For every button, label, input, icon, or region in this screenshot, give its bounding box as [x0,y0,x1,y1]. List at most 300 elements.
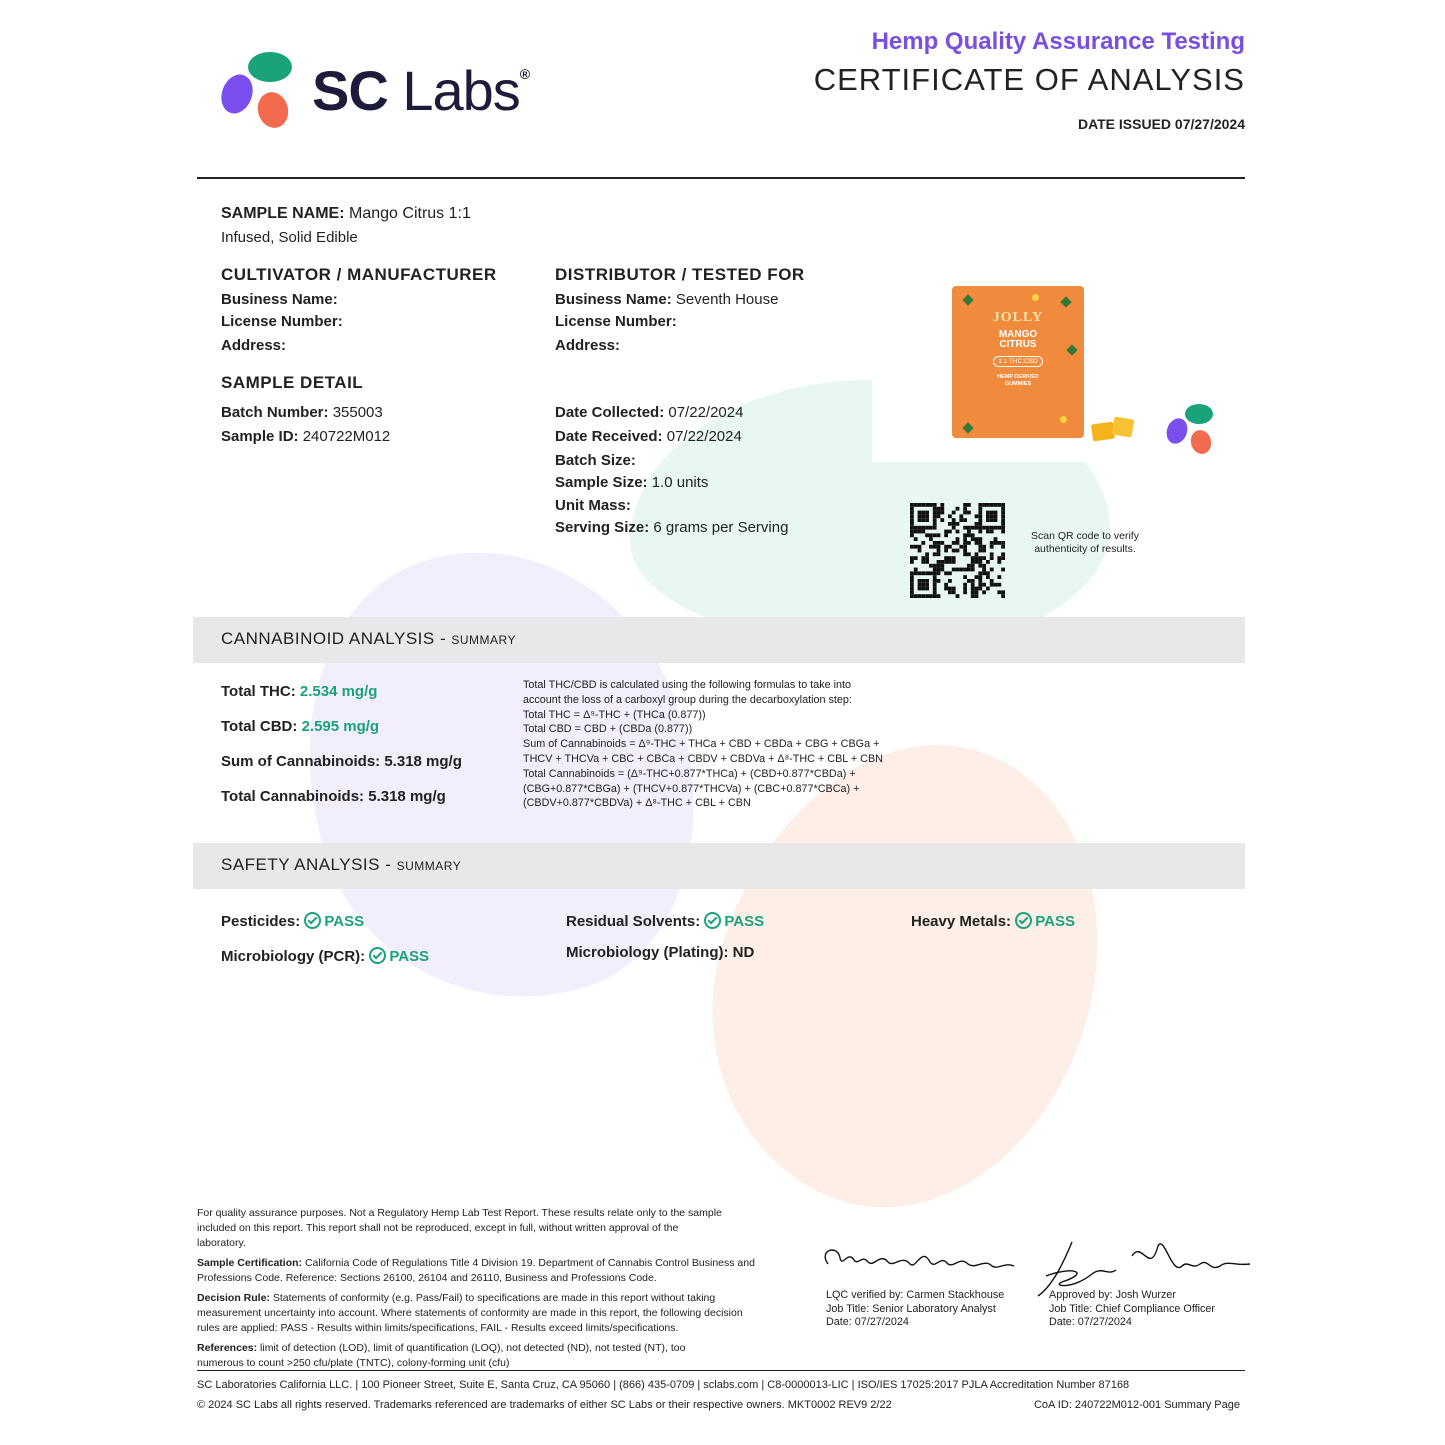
qr-module [971,533,975,537]
decision-rule [197,1291,767,1336]
qr-module [910,571,914,575]
residual-solvents-label: Residual Solvents: [566,913,701,930]
qr-module [963,526,967,530]
qr-module [956,507,960,511]
check-circle-icon [1015,912,1032,929]
qr-module [925,526,929,530]
date-collected-value: 07/22/2024 [668,404,744,421]
qr-module [994,511,998,515]
batch-size-label: Batch Size: [555,452,636,469]
qr-module [982,583,986,587]
leaf-icon [1060,296,1071,307]
qr-module [994,537,998,541]
qr-module [997,590,1001,594]
qr-module [937,533,941,537]
qr-module [967,530,971,534]
qr-module [975,552,979,556]
qr-module [925,594,929,598]
qr-module [963,518,967,522]
qr-module [914,556,918,560]
microbiology-pcr-result [221,944,429,965]
qr-module [956,549,960,553]
qr-module [929,545,933,549]
heavy-metals-result [911,909,1075,930]
signature-block-verified [826,1289,1004,1330]
qr-module [948,587,952,591]
qr-module [948,530,952,534]
qr-module [937,552,941,556]
qr-caption-line1: Scan QR code to verify [1031,530,1139,542]
qr-module [937,549,941,553]
microbiology-pcr-label: Microbiology (PCR): [221,948,366,965]
qr-module [1001,590,1005,594]
qr-module [940,503,944,507]
qr-module [921,556,925,560]
qr-module [1001,530,1005,534]
qr-module [978,560,982,564]
qr-module [914,571,918,575]
cannabinoid-header-band [193,617,1245,663]
qr-module [967,511,971,515]
formula-line: Total Cannabinoids = (Δ⁹-THC+0.877*THCa) + (CBD+0.877*CBDa) + [523,767,856,780]
qr-module [967,552,971,556]
qr-module [990,526,994,530]
qr-module [944,556,948,560]
microbiology-plating-result [566,944,754,961]
copyright-line: © 2024 SC Labs all rights reserved. Trademarks referenced are trademarks of either SC Labs or their respective owners. MKT0002 REV9 2/22 [197,1399,892,1411]
qr-module [914,568,918,572]
qr-module [937,541,941,545]
qr-module [978,530,982,534]
qr-module [937,507,941,511]
report-title: CERTIFICATE OF ANALYSIS [813,62,1245,97]
safety-title [221,855,461,875]
qr-module [967,579,971,583]
qr-module [978,564,982,568]
qr-module [944,571,948,575]
qr-module [944,549,948,553]
qr-module [967,568,971,572]
qr-module [971,590,975,594]
heavy-metals-label: Heavy Metals: [911,913,1012,930]
sample-size-label: Sample Size: [555,474,648,491]
total-cbd-value: 2.595 mg/g [301,718,380,735]
qr-module [1001,568,1005,572]
qr-module [982,590,986,594]
batch-number-label: Batch Number: [221,404,329,421]
qr-module [918,514,922,518]
qr-module [994,503,998,507]
qr-module [918,545,922,549]
date-collected-label: Date Collected: [555,404,665,421]
qr-module [948,571,952,575]
qr-module [948,556,952,560]
qr-module [963,575,967,579]
mango-icon [1032,294,1039,301]
total-cbd-line [221,718,379,735]
certification-label: Sample Certification: [197,1257,303,1269]
qr-module [933,522,937,526]
qr-module [925,579,929,583]
qr-module [997,560,1001,564]
qr-module [986,511,990,515]
microbiology-plating-value: ND [732,944,755,961]
qr-module [990,556,994,560]
qr-module [918,579,922,583]
qr-module [982,556,986,560]
qr-module [967,564,971,568]
qr-module [971,537,975,541]
total-cannabinoids-label: Total Cannabinoids: [221,788,365,805]
safety-title-small: SUMMARY [396,859,462,873]
qr-module [910,575,914,579]
qr-module [978,575,982,579]
coa-id: CoA ID: 240722M012-001 Summary Page [1033,1399,1240,1411]
qr-module [978,537,982,541]
qr-caption [1020,530,1150,556]
qr-module [925,571,929,575]
decision-rule-label: Decision Rule: [197,1292,270,1304]
qr-module [975,590,979,594]
total-thc-value: 2.534 mg/g [299,683,378,700]
qr-module [959,514,963,518]
qr-module [997,583,1001,587]
qr-module [952,541,956,545]
date-received-value: 07/22/2024 [666,428,742,445]
qr-module [971,587,975,591]
qr-module [994,541,998,545]
qr-module [918,587,922,591]
qr-module [975,587,979,591]
qr-module [975,537,979,541]
check-circle-icon [369,947,386,964]
date-issued: DATE ISSUED 07/27/2024 [1077,116,1245,132]
sample-certification [197,1256,767,1286]
qr-module [986,587,990,591]
qr-module [990,503,994,507]
qr-module [921,503,925,507]
qr-module [952,590,956,594]
qr-module [933,545,937,549]
qr-module [944,587,948,591]
qr-module [971,583,975,587]
qr-module [990,514,994,518]
qr-module [952,556,956,560]
qr-module [910,560,914,564]
qr-module [933,575,937,579]
distributor-business-value: Seventh House [675,291,779,308]
qr-code[interactable] [910,503,1005,598]
qr-module [956,522,960,526]
qr-module [978,583,982,587]
qr-module [963,583,967,587]
qr-module [925,518,929,522]
qr-module [963,545,967,549]
qr-module [948,545,952,549]
gummy-image [1112,416,1135,437]
qr-module [975,541,979,545]
qr-module [975,556,979,560]
references-label: References: [197,1342,258,1354]
cultivator-business-label: Business Name: [221,291,338,308]
qr-module [982,545,986,549]
qr-module [994,518,998,522]
qr-module [925,583,929,587]
qr-module [982,564,986,568]
qr-module [910,583,914,587]
qr-module [918,583,922,587]
qr-module [918,518,922,522]
qr-module [925,552,929,556]
qr-module [997,556,1001,560]
sample-name-label: SAMPLE NAME: [221,205,345,222]
qr-module [937,560,941,564]
qr-module [952,587,956,591]
qr-module [963,503,967,507]
qr-module [933,514,937,518]
qr-module [921,526,925,530]
sample-id-value: 240722M012 [302,428,391,445]
qr-module [963,507,967,511]
qr-module [997,526,1001,530]
qr-module [1001,594,1005,598]
sc-labs-small-logo-icon [1164,402,1216,456]
qr-module [944,583,948,587]
qr-module [1001,522,1005,526]
qr-module [933,507,937,511]
qr-module [933,571,937,575]
qr-module [921,541,925,545]
qr-module [933,552,937,556]
qr-module [944,533,948,537]
qr-module [959,518,963,522]
qr-module [986,514,990,518]
qr-module [990,545,994,549]
total-cannabinoids-line [221,788,446,805]
qr-module [971,556,975,560]
qr-module [956,594,960,598]
qr-module [914,545,918,549]
pesticides-label: Pesticides: [221,913,301,930]
qr-module [921,518,925,522]
qr-module [952,511,956,515]
qr-module [975,575,979,579]
qr-module [963,549,967,553]
qr-module [933,503,937,507]
qr-module [982,503,986,507]
qr-module [925,514,929,518]
qr-module [1001,552,1005,556]
qr-module [940,560,944,564]
package-desc2: GUMMIES [1004,381,1032,387]
residual-solvents-result [566,909,764,930]
sample-detail-title: SAMPLE DETAIL [221,373,364,392]
total-cbd-label: Total CBD: [221,718,298,735]
microbiology-pcr-value: PASS [389,948,430,965]
header-divider [197,177,1245,179]
qr-module [940,541,944,545]
qr-module [921,579,925,583]
qr-module [990,530,994,534]
qr-module [929,503,933,507]
qr-module [921,514,925,518]
qr-module [918,503,922,507]
qr-module [971,594,975,598]
qr-module [929,526,933,530]
qr-module [990,541,994,545]
total-thc-label: Total THC: [221,683,296,700]
approved-by: Approved by: Josh Wurzer [1049,1289,1177,1301]
qr-module [967,541,971,545]
qr-module [986,571,990,575]
qr-module [948,522,952,526]
qr-module [963,587,967,591]
qr-module [971,560,975,564]
qr-module [952,518,956,522]
brand-wordmark [312,58,529,123]
qr-module [975,526,979,530]
report-subtitle: Hemp Quality Assurance Testing [871,28,1245,55]
distributor-license-label: License Number: [555,313,677,330]
qr-module [1001,556,1005,560]
qr-module [975,522,979,526]
verified-by: LQC verified by: Carmen Stackhouse [826,1289,1005,1301]
qr-module [997,503,1001,507]
qr-module [990,583,994,587]
qr-module [948,514,952,518]
qr-module [940,518,944,522]
sample-size-value: 1.0 units [651,474,709,491]
qr-module [940,564,944,568]
qr-module [910,503,914,507]
lab-address-line: SC Laboratories California LLC. | 100 Pioneer Street, Suite E, Santa Cruz, CA 95060 | (866) 435-0709 | sclabs.com | C8-0000013-LIC | ISO/IES 17025:2017 PJLA Accreditation Number 87168 [197,1379,1130,1391]
qr-module [1001,526,1005,530]
approved-job-title: Job Title: Chief Compliance Officer [1049,1302,1216,1315]
formula-line: (CBG+0.877*CBGa) + (THCV+0.877*THCVa) + (CBC+0.877*CBCa) + [523,782,860,795]
qr-module [921,583,925,587]
qr-module [963,552,967,556]
qr-module [967,533,971,537]
product-package-image [952,286,1084,438]
qr-module [963,568,967,572]
qr-module [971,564,975,568]
qr-module [1001,545,1005,549]
qr-module [952,568,956,572]
leaf-icon [962,422,973,433]
formula-notes [523,678,903,811]
qr-module [940,511,944,515]
qr-module [933,587,937,591]
qr-module [918,530,922,534]
qr-module [963,590,967,594]
qr-module [1001,511,1005,515]
verified-date: Date: 07/27/2024 [826,1316,909,1328]
qr-module [910,518,914,522]
qr-module [952,526,956,530]
qr-module [990,579,994,583]
sum-cannabinoids-value: 5.318 mg/g [384,753,462,770]
qr-module [918,594,922,598]
references-text: limit of detection (LOD), limit of quantification (LOQ), not detected (ND), not tested (NT), too numerous to count >250 cfu/plate (TNTC), colony-forming unit (cfu) [197,1342,686,1369]
qr-module [910,526,914,530]
qr-module [956,537,960,541]
qr-module [937,564,941,568]
qr-module [994,526,998,530]
qr-module [944,560,948,564]
qr-module [925,560,929,564]
qr-module [929,594,933,598]
pesticides-value: PASS [324,913,365,930]
qr-module [933,541,937,545]
decision-rule-text: Statements of conformity (e.g. Pass/Fail) to specifications are made in this report without taking measurement uncertainty into account. Where statements of conformity are made in this report, the following decision rules are applied: PASS - Results within limits/specifications, FAIL - Results exceed limits/specifications. [197,1292,743,1334]
qr-module [918,571,922,575]
qr-module [975,514,979,518]
qr-module [910,530,914,534]
qr-module [910,587,914,591]
certification-text: California Code of Regulations Title 4 Division 19. Department of Cannabis Control Business and Professions Code. Reference: Sections 26100, 26104 and 26110, Business and Professions Code. [197,1257,755,1284]
qr-module [914,526,918,530]
qr-module [937,511,941,515]
qr-module [959,545,963,549]
batch-number-value: 355003 [332,404,383,421]
qr-module [921,560,925,564]
qr-module [978,507,982,511]
microbiology-plating-label: Microbiology (Plating): [566,944,729,961]
date-received-label: Date Received: [555,428,663,445]
total-thc-line [221,683,377,700]
heavy-metals-value: PASS [1035,913,1075,930]
qr-module [990,511,994,515]
cultivator-title: CULTIVATOR / MANUFACTURER [221,265,497,284]
qr-module [910,522,914,526]
qr-module [963,541,967,545]
sample-id-label: Sample ID: [221,428,299,445]
qr-module [937,579,941,583]
qr-module [937,545,941,549]
formula-line: Total THC/CBD is calculated using the following formulas to take into [523,679,852,691]
qr-module [937,594,941,598]
qr-module [1001,514,1005,518]
qr-module [978,545,982,549]
sc-labs-logo-icon [216,50,296,132]
qr-module [1001,541,1005,545]
qr-module [925,503,929,507]
qr-module [963,537,967,541]
sample-name-value: Mango Citrus 1:1 [349,205,471,222]
qr-module [914,537,918,541]
qr-module [971,568,975,572]
qr-module [986,575,990,579]
qr-module [986,530,990,534]
qr-module [959,568,963,572]
qr-module [921,587,925,591]
qr-module [982,526,986,530]
qr-module [925,533,929,537]
sum-cannabinoids-label: Sum of Cannabinoids: [221,753,381,770]
qr-module [910,579,914,583]
qr-module [910,545,914,549]
distributor-address-label: Address: [555,337,621,354]
total-cannabinoids-value: 5.318 mg/g [368,788,446,805]
qr-module [929,537,933,541]
qr-module [910,556,914,560]
formula-line: Total THC = Δ⁹-THC + (THCa (0.877)) [523,708,706,721]
qr-module [956,530,960,534]
distributor-title: DISTRIBUTOR / TESTED FOR [555,265,805,284]
qr-module [1001,507,1005,511]
qr-module [952,522,956,526]
qr-module [910,514,914,518]
